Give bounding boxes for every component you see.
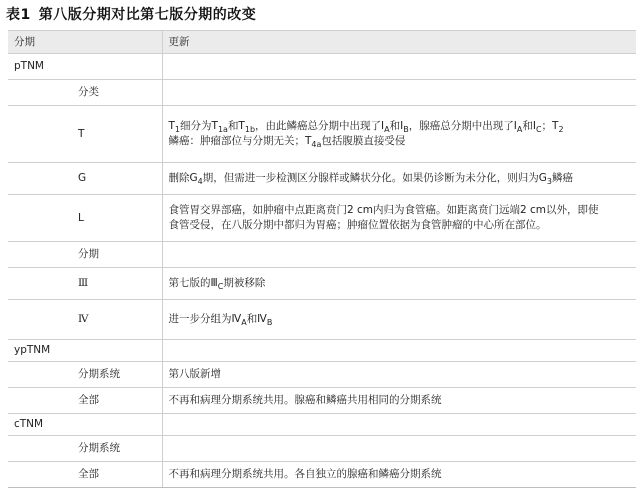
table-row (8, 300, 636, 340)
table-row (8, 268, 636, 300)
row-label-classification: 分类 (72, 80, 162, 106)
table-row (8, 436, 636, 462)
indent-cell (8, 242, 72, 268)
row-label-g: G (72, 163, 162, 195)
table-row (8, 388, 636, 414)
indent-cell (8, 195, 72, 242)
c-all-text: 不再和病理分期系统共用。各自独立的腺癌和鳞癌分期系统 (162, 462, 636, 488)
section-yptnm: ypTNM (8, 340, 162, 362)
indent-cell (8, 300, 72, 340)
row-label-t: T (72, 106, 162, 163)
row-label-yp-system: 分期系统 (72, 362, 162, 388)
row-label-l: L (72, 195, 162, 242)
l-update-text: 食管胃交界部癌，如肿瘤中点距离贲门2 cm内归为食管癌。如距离贲门远端2 cm以外，即使 食管受侵，在八版分期中都归为胃癌；肿瘤位置依据为食管肿瘤的中心所在部位。 (162, 195, 636, 242)
indent-cell (8, 362, 72, 388)
empty-cell (162, 340, 636, 362)
g-update-text: 删除$G_4$期，但需进一步检测区分腺样或鳞状分化。如果仍诊断为未分化，则归为$G_3$鳞癌 (162, 163, 636, 195)
section-ptnm: pTNM (8, 54, 162, 80)
row-label-c-all: 全部 (72, 462, 162, 488)
yp-all-text: 不再和病理分期系统共用。腺癌和鳞癌共用相同的分期系统 (162, 388, 636, 414)
indent-cell (8, 388, 72, 414)
table-title: 第八版分期对比第七版分期的改变 (38, 7, 257, 23)
table-number: 表1 (6, 7, 31, 23)
header-update: 更新 (162, 31, 636, 54)
header-row (8, 31, 636, 54)
table-row (8, 462, 636, 488)
table-row (8, 163, 636, 195)
row-label-iii: Ⅲ (72, 268, 162, 300)
row-label-yp-all: 全部 (72, 388, 162, 414)
table-row (8, 54, 636, 80)
table-row (8, 242, 636, 268)
indent-cell (8, 106, 72, 163)
row-label-iv: Ⅳ (72, 300, 162, 340)
yp-system-text: 第八版新增 (162, 362, 636, 388)
header-stage: 分期 (8, 31, 162, 54)
table-row (8, 362, 636, 388)
indent-cell (8, 163, 72, 195)
table-row (8, 340, 636, 362)
t-update-text: $T_1$细分为$T_{1a}$和$T_{1b}$，由此鳞癌总分期中出现了$Ⅰ_A$和$Ⅰ_B$，腺癌总分期中出现了$Ⅰ_A$和$Ⅰ_C$；$T_2$ 鳞癌：肿瘤部位与分期无关；$T_{4a}$包括腹膜直接受侵 (162, 106, 636, 163)
empty-cell (162, 54, 636, 80)
staging-changes-table (8, 30, 636, 488)
iii-update-text: 第七版的$Ⅲ_C$期被移除 (162, 268, 636, 300)
empty-cell (162, 242, 636, 268)
table-row (8, 414, 636, 436)
table-caption (6, 4, 256, 24)
table-row (8, 80, 636, 106)
row-label-stage: 分期 (72, 242, 162, 268)
section-ctnm: cTNM (8, 414, 162, 436)
empty-cell (162, 436, 636, 462)
empty-cell (162, 80, 636, 106)
table-row (8, 106, 636, 163)
indent-cell (8, 436, 72, 462)
indent-cell (8, 268, 72, 300)
row-label-c-system: 分期系统 (72, 436, 162, 462)
indent-cell (8, 80, 72, 106)
iv-update-text: 进一步分组为$Ⅳ_A$和$Ⅳ_B$ (162, 300, 636, 340)
empty-cell (162, 414, 636, 436)
indent-cell (8, 462, 72, 488)
table-row (8, 195, 636, 242)
